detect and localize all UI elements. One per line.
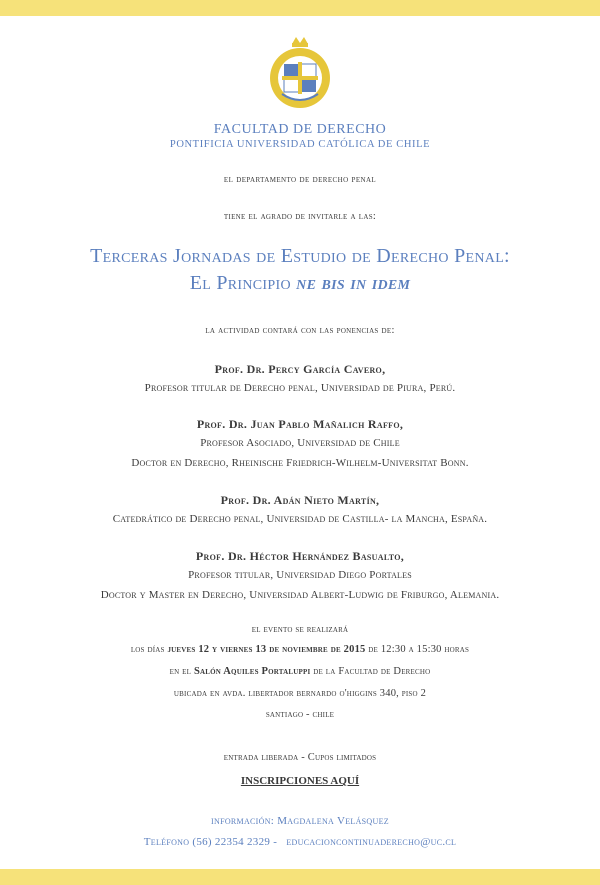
dates-suffix: de 12:30 a 15:30 horas [368,644,470,655]
department-line: el departamento de derecho penal [223,174,377,185]
register-link[interactable]: INSCRIPCIONES AQUÍ [240,775,360,787]
speaker-4-line-1: Profesor titular, Universidad Diego Portales [188,569,412,581]
top-yellow-bar [0,0,600,16]
faculty-subtitle: PONTIFICIA UNIVERSIDAD CATÓLICA DE CHILE [169,139,431,150]
speaker-2-line-1: Profesor Asociado, Universidad de Chile [200,437,400,449]
university-seal-logo [262,34,338,110]
venue-suffix: de la Facultad de Derecho [313,666,431,677]
dates-prefix: los días [130,644,165,655]
speaker-1-name: Prof. Dr. Percy García Cavero, [214,362,386,376]
speaker-2-line-2: Doctor en Derecho, Rheinische Friedrich-Wilhelm-Universitat Bonn. [131,457,469,469]
contact-line [0,836,600,848]
event-intro: el evento se realizará [251,624,349,635]
speaker-2-name: Prof. Dr. Juan Pablo Mañalich Raffo, [196,417,404,431]
speaker-4-line-2: Doctor y Master en Derecho, Universidad Albert-Ludwig de Friburgo, Alemania. [100,589,500,601]
event-venue [0,666,600,677]
venue-bold: Salón Aquiles Portaluppi [193,666,311,677]
contact-info: información: Magdalena Velásquez [211,815,389,827]
venue-prefix: en el [169,666,192,677]
speakers-intro: la actividad contará con las ponencias de: [205,325,395,336]
event-city: santiago - chile [265,709,335,720]
event-title-line2 [0,272,600,295]
event-dates [0,644,600,655]
speaker-3-line-1: Catedrático de Derecho penal, Universidad de Castilla- la Mancha, España. [112,513,488,525]
event-address: ubicada en avda. libertador bernardo o'higgins 340, piso 2 [173,688,427,699]
faculty-title: FACULTAD DE DERECHO [213,122,387,137]
dates-bold: jueves 12 y viernes 13 de noviembre de 2015 [167,644,366,655]
speaker-3-name: Prof. Dr. Adán Nieto Martín, [220,493,380,507]
speaker-1-line-1: Profesor titular de Derecho penal, Universidad de Piura, Perú. [144,382,456,394]
register-link-wrap [0,771,600,789]
bottom-yellow-bar [0,869,600,885]
contact-phone: Teléfono (56) 22354 2329 - [143,836,278,848]
entry-info: entrada liberada - Cupos limitados [223,752,377,763]
event-title-prefix: El Principio [189,272,291,294]
contact-email-link[interactable]: educacioncontinuaderecho@uc.cl [286,836,457,848]
event-title-italic: ne bis in idem [296,272,411,294]
invitation-line: tiene el agrado de invitarle a las: [223,211,377,222]
speaker-4-name: Prof. Dr. Héctor Hernández Basualto, [195,549,405,563]
event-title-line1: Terceras Jornadas de Estudio de Derecho Penal: [90,245,510,267]
